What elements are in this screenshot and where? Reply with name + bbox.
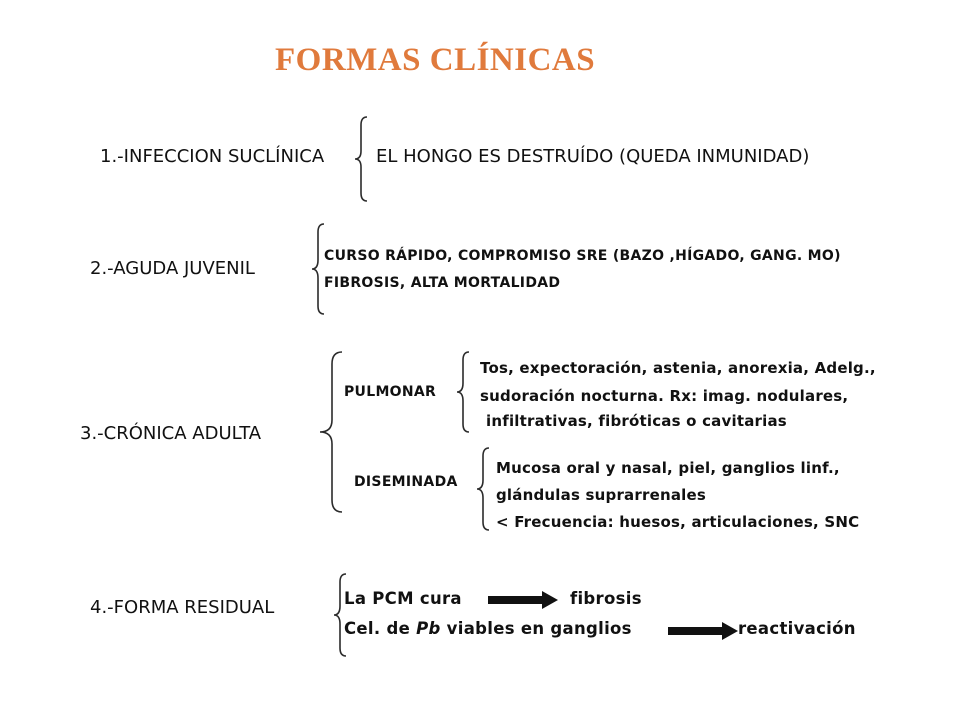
residual-row-1-cause: La PCM cura	[344, 589, 462, 608]
form-2-line-1: CURSO RÁPIDO, COMPROMISO SRE (BAZO ,HÍGADO, GANG. MO)	[324, 248, 841, 264]
residual-row-2-cause	[344, 617, 632, 640]
form-3-label: 3.-CRÓNICA ADULTA	[80, 423, 262, 444]
residual-row-2-cause-suffix: viables en ganglios	[440, 619, 632, 638]
form-4-label: 4.-FORMA RESIDUAL	[90, 597, 275, 618]
subtype-diseminada-label: DISEMINADA	[354, 474, 458, 490]
diseminada-line-1: Mucosa oral y nasal, piel, ganglios linf.,	[496, 459, 840, 477]
page-title: FORMAS CLÍNICAS	[275, 42, 596, 78]
arrow-right-icon	[668, 622, 740, 640]
residual-row-1-effect: fibrosis	[570, 589, 642, 608]
pulmonar-line-2: sudoración nocturna. Rx: imag. nodulares,	[480, 387, 849, 405]
pulmonar-line-1: Tos, expectoración, astenia, anorexia, Adelg.,	[480, 359, 876, 377]
arrow-right-icon	[488, 591, 560, 609]
form-2-label: 2.-AGUDA JUVENIL	[90, 258, 255, 279]
subtype-diseminada-brace	[477, 446, 497, 534]
form-1-description: EL HONGO ES DESTRUÍDO (QUEDA INMUNIDAD)	[376, 146, 810, 167]
form-2-line-2: FIBROSIS, ALTA MORTALIDAD	[324, 275, 561, 291]
residual-row-2-effect: reactivación	[738, 619, 856, 638]
diseminada-line-3: < Frecuencia: huesos, articulaciones, SNC	[496, 513, 860, 531]
form-2-brace	[312, 222, 332, 318]
form-4-brace	[334, 572, 354, 660]
residual-row-2-cause-italic: Pb	[416, 619, 441, 638]
form-3-brace	[318, 350, 348, 515]
subtype-pulmonar-brace	[457, 350, 477, 436]
residual-row-2-cause-prefix: Cel. de	[344, 619, 417, 638]
form-1-brace	[355, 115, 375, 205]
diseminada-line-2: glándulas suprarrenales	[496, 486, 706, 504]
pulmonar-line-3: infiltrativas, fibróticas o cavitarias	[486, 412, 787, 430]
subtype-pulmonar-label: PULMONAR	[344, 384, 437, 400]
form-1-label: 1.-INFECCION SUCLÍNICA	[100, 146, 325, 167]
